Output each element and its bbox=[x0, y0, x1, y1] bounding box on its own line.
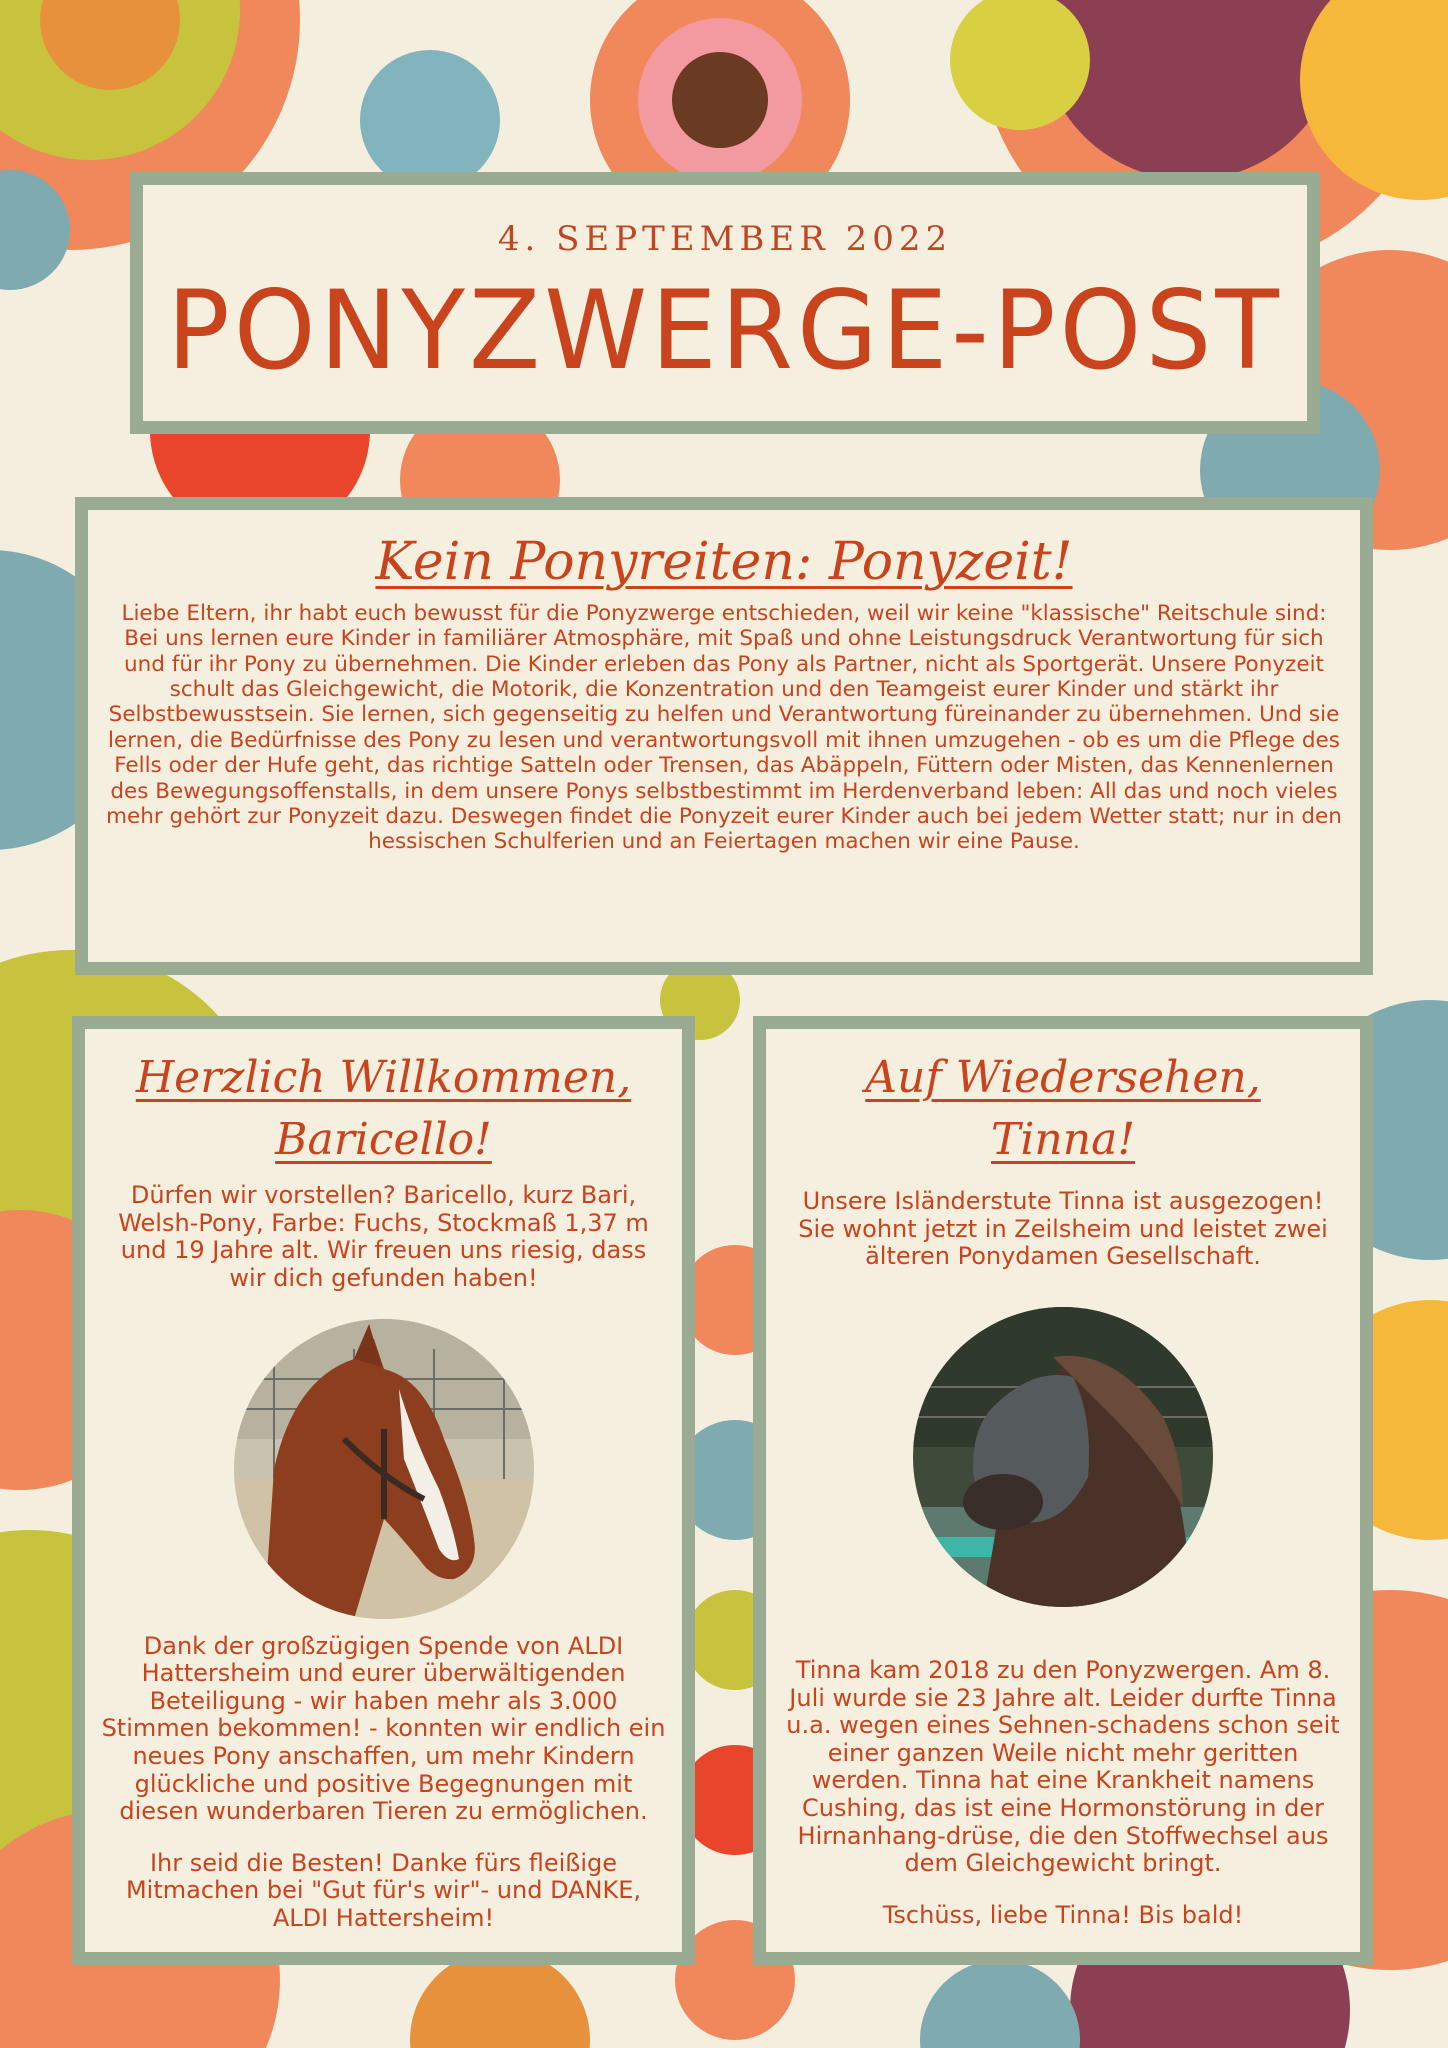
issue-date: 4. SEPTEMBER 2022 bbox=[497, 219, 953, 259]
welcome-body1: Dank der großzügigen Spende von ALDI Hattersheim und eurer überwältigenden Beteiligung - wir haben mehr als 3.000 Stimmen bekommen! - konnten wir endlich ein neues Pony anschaffen, um mehr Kindern glückliche und positive Begegnungen mit diesen wunderbaren Tieren zu ermöglichen. bbox=[101, 1631, 666, 1826]
newsletter-title: PONYZWERGE-POST bbox=[167, 265, 1283, 395]
intro-heading: Kein Ponyreiten: Ponyzeit! bbox=[375, 532, 1073, 592]
header-panel bbox=[130, 172, 1320, 434]
baricello-photo bbox=[234, 1319, 534, 1619]
welcome-intro: Dürfen wir vorstellen? Baricello, kurz Bari, Welsh-Pony, Farbe: Fuchs, Stockmaß 1,37 m und 19 Jahre alt. Wir freuen uns riesig, dass wir dich gefunden haben! bbox=[118, 1181, 649, 1292]
tinna-photo bbox=[913, 1307, 1213, 1607]
welcome-article bbox=[72, 1016, 695, 1965]
farewell-article bbox=[753, 1016, 1373, 1965]
intro-article bbox=[75, 497, 1373, 975]
welcome-heading-line2: Baricello! bbox=[275, 1113, 492, 1165]
intro-body: Liebe Eltern, ihr habt euch bewusst für die Ponyzwerge entschieden, weil wir keine "klassische" Reitschule sind: Bei uns lernen eure Kinder in familiärer Atmosphäre, mit Spaß und ohne Leistungsdruck Verantwortung für sich und für ihr Pony zu übernehmen. Die Kinder erleben das Pony als Partner, nicht als Sportgerät. Unsere Ponyzeit schult das Gleichgewicht, die Motorik, die Konzentration und den Teamgeist eurer Kinder und stärkt ihr Selbstbewusstsein. Sie lernen, sich gegenseitig zu helfen und Verantwortung füreinander zu übernehmen. Und sie lernen, die Bedürfnisse des Pony zu lesen und verantwortungsvoll mit ihnen umzugehen - ob es um die Pflege des Fells oder der Hufe geht, das richtige Satteln oder Trensen, das Abäppeln, Füttern oder Misten, das Kennenlernen des Bewegungsoffenstalls, in dem unsere Ponys selbstbestimmt im Herdenverband leben: All das und noch vieles mehr gehört zur Ponyzeit dazu. Deswegen findet die Ponyzeit eurer Kinder auch bei jedem Wetter statt; nur in den hessischen Schulferien und an Feiertagen machen wir eine Pause. bbox=[106, 601, 1342, 855]
farewell-intro: Unsere Isländerstute Tinna ist ausgezogen! Sie wohnt jetzt in Zeilsheim und leistet zwei älteren Ponydamen Gesellschaft. bbox=[798, 1187, 1328, 1271]
farewell-body2: Tschüss, liebe Tinna! Bis bald! bbox=[882, 1900, 1244, 1929]
welcome-body2: Ihr seid die Besten! Danke fürs fleißige Mitmachen bei "Gut für's wir"- und DANKE, ALDI Hattersheim! bbox=[125, 1848, 642, 1932]
welcome-heading-line1: Herzlich Willkommen, bbox=[135, 1052, 632, 1103]
farewell-heading-line2: Tinna! bbox=[990, 1113, 1135, 1165]
farewell-heading-line1: Auf Wiedersehen, bbox=[865, 1052, 1261, 1103]
farewell-body1: Tinna kam 2018 zu den Ponyzwergen. Am 8. Juli wurde sie 23 Jahre alt. Leider durfte Tinna u.a. wegen eines Sehnen-schadens schon seit einer ganzen Weile nicht mehr geritten werden. Tinna hat eine Krankheit namens Cushing, das ist eine Hormonstörung in der Hirnanhang-drüse, die den Stoffwechsel aus dem Gleichgewicht bringt. bbox=[786, 1655, 1340, 1878]
